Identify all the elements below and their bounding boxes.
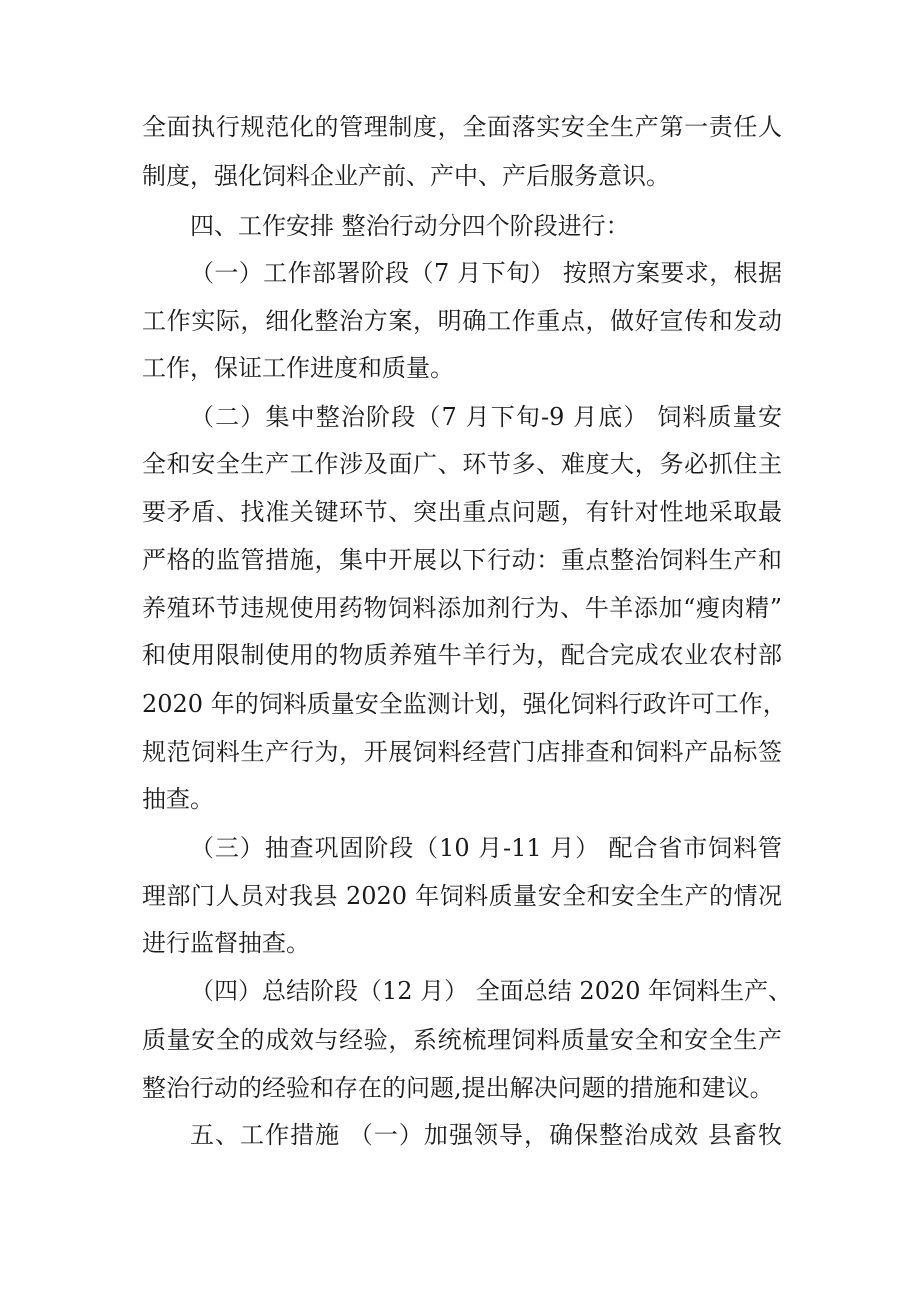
text-line: （四）总结阶段（12 月） 全面总结 2020 年饲料生产、: [190, 977, 793, 1005]
text-line: （三）抽查巩固阶段（10 月-11 月） 配合省市饲料管: [190, 834, 782, 862]
text-line: 抽查。: [142, 785, 214, 813]
text-line: 规范饲料生产行为，开展饲料经营门店排查和饲料产品标签: [142, 738, 782, 766]
text-line: 严格的监管措施，集中开展以下行动：重点整治饲料生产和: [142, 546, 782, 574]
text-line: 进行监督抽查。: [142, 929, 310, 957]
text-line: 全面执行规范化的管理制度，全面落实安全生产第一责任人: [142, 113, 782, 141]
text-line: （二）集中整治阶段（7 月下旬-9 月底） 饲料质量安: [190, 403, 782, 431]
text-line: （一）工作部署阶段（7 月下旬） 按照方案要求，根据: [190, 259, 782, 287]
text-line: 养殖环节违规使用药物饲料添加剂行为、牛羊添加“瘦肉精”: [142, 594, 782, 622]
text-line: 理部门人员对我县 2020 年饲料质量安全和安全生产的情况: [142, 882, 782, 910]
text-line: 制度，强化饲料企业产前、产中、产后服务意识。: [142, 162, 670, 190]
text-line: 质量安全的成效与经验，系统梳理饲料质量安全和安全生产: [142, 1026, 782, 1054]
text-line: 全和安全生产工作涉及面广、环节多、难度大，务必抓住主: [142, 450, 782, 478]
section-heading: 五、工作措施 （一）加强领导，确保整治成效 县畜牧: [190, 1121, 782, 1149]
section-heading: 四、工作安排 整治行动分四个阶段进行：: [190, 212, 630, 240]
text-line: 和使用限制使用的物质养殖牛羊行为，配合完成农业农村部: [142, 641, 782, 669]
text-line: 工作实际，细化整治方案，明确工作重点，做好宣传和发动: [142, 307, 782, 335]
text-line: 工作，保证工作进度和质量。: [142, 354, 454, 382]
text-line: 要矛盾、找准关键环节、突出重点问题，有针对性地采取最: [142, 498, 782, 526]
text-line: 整治行动的经验和存在的问题,提出解决问题的措施和建议。: [142, 1074, 774, 1102]
text-line: 2020 年的饲料质量安全监测计划，强化饲料行政许可工作，: [142, 690, 787, 718]
